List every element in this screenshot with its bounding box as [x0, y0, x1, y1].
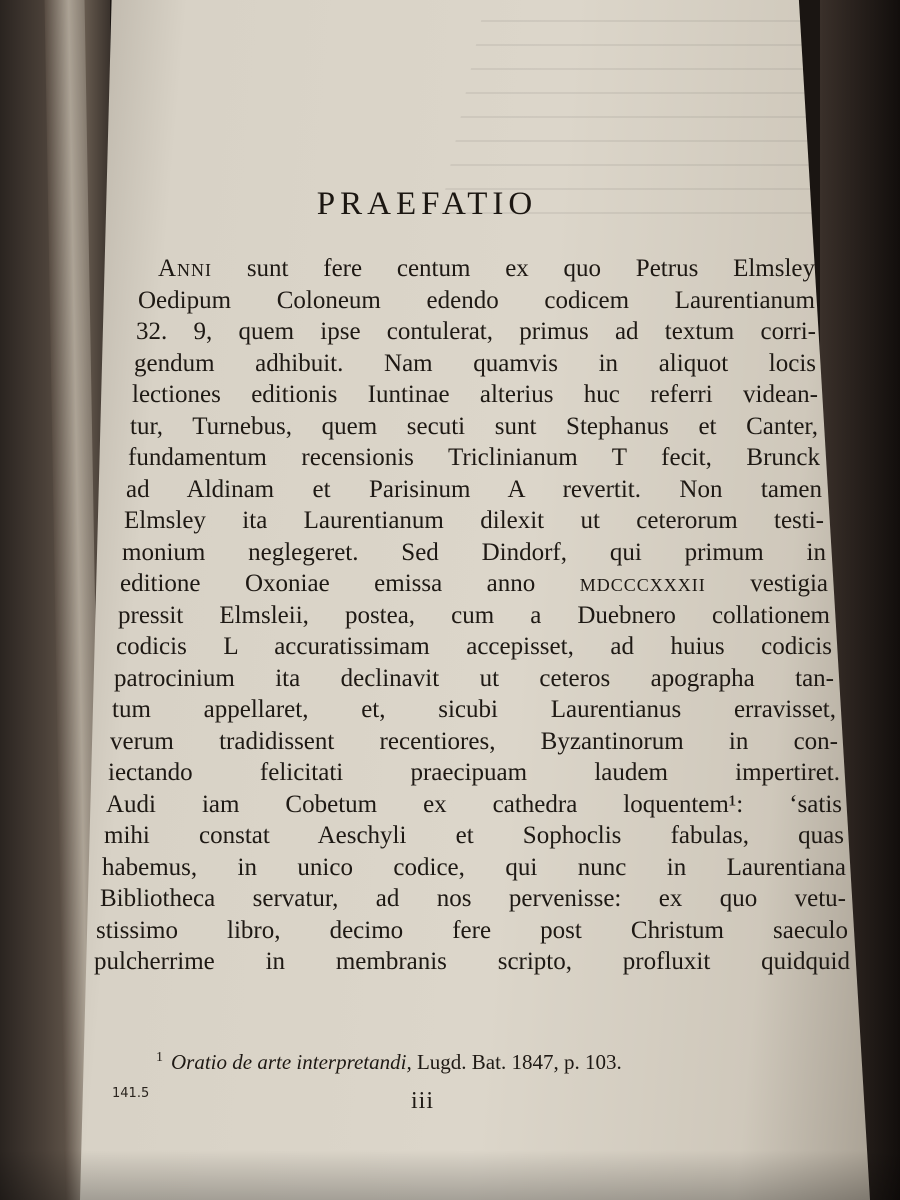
footnote-title: Oratio de arte interpretandi,: [171, 1050, 412, 1074]
text-line: Anni sunt fere centum ex quo Petrus Elmsley: [158, 255, 815, 282]
text-line: patrocinium ita declinavit ut ceteros apographa tan-: [114, 664, 834, 692]
text-line: iectando felicitati praecipuam laudem impertiret.: [108, 759, 840, 786]
text-line: mihi constat Aeschyli et Sophoclis fabulas, quas: [104, 822, 844, 849]
text-line: codicis L accuratissimam accepisset, ad huius codicis: [116, 633, 832, 660]
text-line: tum appellaret, et, sicubi Laurentianus erravisset,: [112, 696, 836, 723]
text-line: Oedipum Coloneum edendo codicem Laurentianum: [138, 286, 815, 314]
text-line: gendum adhibuit. Nam quamvis in aliquot locis: [134, 349, 816, 377]
text-line: stissimo libro, decimo fere post Christum saeculo: [96, 916, 848, 944]
text-line: fundamentum recensionis Triclinianum T fecit, Brunck: [128, 444, 820, 471]
text-line: pressit Elmsleii, postea, cum a Duebnero collationem: [118, 601, 830, 629]
text-line: pulcherrime in membranis scripto, profluxit quidquid: [94, 948, 850, 975]
text-line: monium neglegeret. Sed Dindorf, qui primum in: [122, 538, 826, 566]
roman-year: mdcccxxxii: [579, 570, 706, 597]
text-line: 32. 9, quem ipse contulerat, primus ad textum corri-: [136, 318, 816, 345]
text-line: ad Aldinam et Parisinum A revertit. Non tamen: [126, 475, 822, 503]
text-line: lectiones editionis Iuntinae alterius huc referri videan-: [132, 381, 818, 408]
signature-mark: 141.5: [112, 1086, 150, 1101]
text-line: Elmsley ita Laurentianum dilexit ut ceterorum testi-: [124, 507, 824, 534]
page-number: iii: [411, 1088, 435, 1114]
text-line: tur, Turnebus, quem secuti sunt Stephanus et Canter,: [130, 412, 818, 440]
text-line: editione Oxoniae emissa anno mdcccxxxii vestigia: [120, 570, 828, 597]
text-line: verum tradidissent recentiores, Byzantinorum in con-: [110, 727, 838, 755]
preface-text: [94, 253, 850, 978]
text-line: Bibliotheca servatur, ad nos pervenisse: ex quo vetu-: [100, 885, 846, 912]
footnote: [156, 1050, 622, 1075]
footnote-citation: Lugd. Bat. 1847, p. 103.: [411, 1050, 622, 1074]
footnote-mark: 1: [156, 1050, 163, 1065]
text-line: habemus, in unico codice, qui nunc in Laurentiana: [102, 853, 846, 881]
page-title: PRAEFATIO: [316, 186, 538, 222]
opening-word: Anni: [158, 255, 213, 282]
bottom-shadow: [0, 1150, 900, 1200]
text-line: Audi iam Cobetum ex cathedra loquentem¹: ‘satis: [106, 790, 842, 818]
